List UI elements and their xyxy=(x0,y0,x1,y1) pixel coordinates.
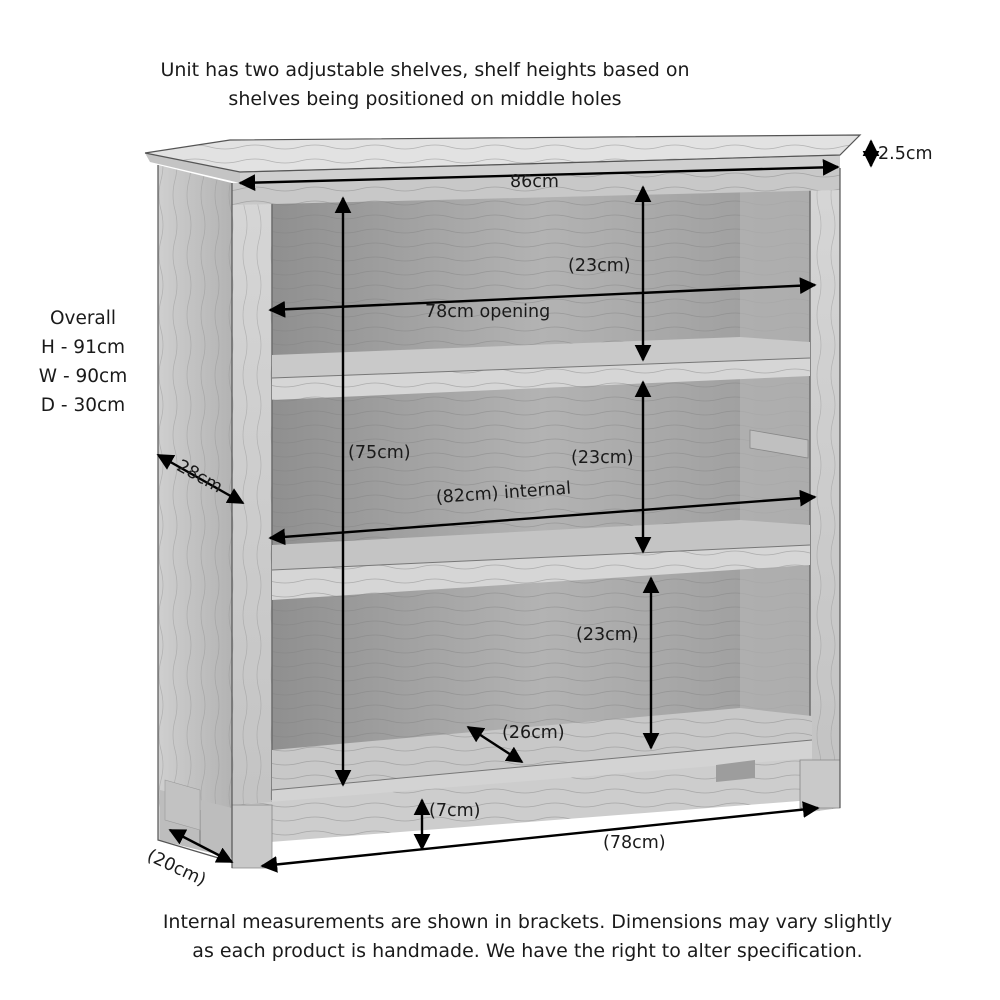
top-width-label: 86cm xyxy=(510,172,559,192)
overall-height: H - 91cm xyxy=(40,337,126,358)
left-side-panel xyxy=(158,165,240,860)
top-note-line-1: Unit has two adjustable shelves, shelf heights based on xyxy=(160,59,690,81)
left-front-leg xyxy=(232,805,272,868)
overall-width: W - 90cm xyxy=(38,366,128,387)
overall-title: Overall xyxy=(49,308,117,329)
bottom-note-line-2: as each product is handmade. We have the right to alter specification. xyxy=(192,940,863,962)
shelf-gap-top-label: (23cm) xyxy=(568,256,631,276)
bottom-note-line-1: Internal measurements are shown in brackets. Dimensions may vary slightly xyxy=(162,911,893,933)
right-front-leg xyxy=(800,760,840,808)
plinth-height-label: (7cm) xyxy=(429,801,481,821)
overall-depth: D - 30cm xyxy=(40,395,126,416)
internal-height-label: (75cm) xyxy=(348,443,411,463)
left-front-stile xyxy=(232,183,272,865)
right-front-stile xyxy=(810,168,840,812)
overall-dimensions xyxy=(18,304,148,420)
internal-width-label: (82cm) internal xyxy=(435,478,572,508)
top-note-line-2: shelves being positioned on middle holes xyxy=(228,88,622,110)
base-depth-label: (20cm) xyxy=(143,845,209,891)
shelf-gap-middle-label: (23cm) xyxy=(571,448,634,468)
internal-depth-label: (26cm) xyxy=(502,723,565,743)
side-depth-label: 28cm xyxy=(173,456,226,498)
top-note xyxy=(120,56,730,114)
top-thickness-label: 2.5cm xyxy=(878,144,933,164)
base-width-label: (78cm) xyxy=(603,833,666,853)
shelf-gap-bottom-label: (23cm) xyxy=(576,625,639,645)
bottom-note xyxy=(110,908,945,966)
opening-width-label: 78cm opening xyxy=(425,302,551,322)
